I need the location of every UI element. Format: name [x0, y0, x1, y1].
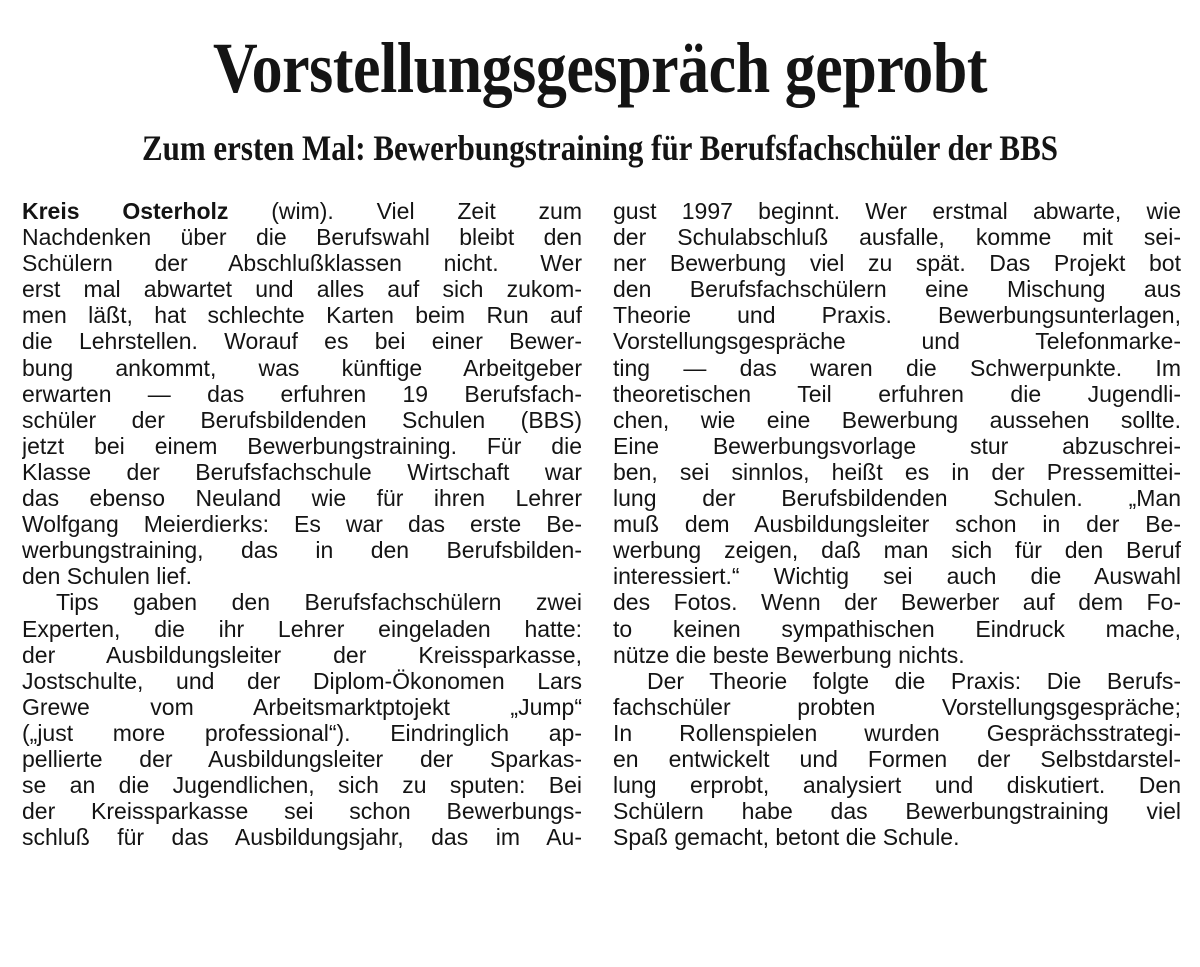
right-column-line: ting — das waren die Schwerpunkte. Im — [613, 354, 1181, 381]
left-column-line: den Schulen lief. — [22, 563, 193, 590]
left-column-line: bung ankommt, was künftige Arbeitgeber — [22, 354, 582, 381]
left-column-line: schluß für das Ausbildungsjahr, das im Au- — [22, 824, 582, 851]
left-column-line: die Lehrstellen. Worauf es bei einer Bewer- — [22, 328, 582, 355]
left-column-line: der Kreissparkasse sei schon Bewerbungs- — [22, 798, 582, 825]
left-column-line: erwarten — das erfuhren 19 Berufsfach- — [22, 380, 582, 407]
right-column-line: theoretischen Teil erfuhren die Jugendli- — [613, 380, 1181, 407]
right-column-line: des Fotos. Wenn der Bewerber auf dem Fo- — [613, 589, 1181, 616]
right-column-line: nütze die beste Bewerbung nichts. — [613, 641, 965, 668]
right-column-line: ner Bewerbung viel zu spät. Das Projekt bot — [613, 250, 1181, 277]
right-column-line: gust 1997 beginnt. Wer erstmal abwarte, wie — [613, 198, 1181, 224]
left-column-line: Tips gaben den Berufsfachschülern zwei — [56, 589, 582, 616]
left-column-line: der Ausbildungsleiter der Kreissparkasse, — [22, 641, 582, 668]
left-column-line: Nachdenken über die Berufswahl bleibt den — [22, 224, 582, 251]
right-column-line: fachschüler probten Vorstellungsgespräche; — [613, 693, 1181, 720]
right-column-line: Theorie und Praxis. Bewerbungsunterlagen, — [613, 302, 1181, 329]
right-column-line: Eine Bewerbungsvorlage stur abzuschrei- — [613, 432, 1181, 459]
right-column-line: en entwickelt und Formen der Selbstdarstel- — [613, 745, 1181, 772]
right-column-line: werbung zeigen, daß man sich für den Beruf — [613, 537, 1181, 564]
left-column-line: men läßt, hat schlechte Karten beim Run auf — [22, 302, 582, 329]
left-column-line: jetzt bei einem Bewerbungstraining. Für die — [22, 432, 582, 459]
left-column-line — [22, 198, 582, 224]
left-column-line: Jostschulte, und der Diplom-Ökonomen Lars — [22, 667, 582, 694]
right-column-line: chen, wie eine Bewerbung aussehen sollte. — [613, 406, 1181, 433]
left-column-line: werbungstraining, das in den Berufsbilden- — [22, 537, 582, 564]
right-column-line: Der Theorie folgte die Praxis: Die Berufs- — [647, 667, 1181, 694]
left-column-line: pellierte der Ausbildungsleiter der Sparkas- — [22, 745, 582, 772]
right-column-line: den Berufsfachschülern eine Mischung aus — [613, 276, 1181, 303]
left-column-line: das ebenso Neuland wie für ihren Lehrer — [22, 485, 582, 512]
right-column-line: In Rollenspielen wurden Gesprächsstrategi- — [613, 719, 1181, 746]
right-column-line: Spaß gemacht, betont die Schule. — [613, 824, 960, 851]
right-column-line: der Schulabschluß ausfalle, komme mit sei- — [613, 224, 1181, 251]
right-column-line: muß dem Ausbildungsleiter schon in der Be- — [613, 511, 1181, 538]
left-column-line: Grewe vom Arbeitsmarktptojekt „Jump“ — [22, 693, 582, 720]
right-column-line: ben, sei sinnlos, heißt es in der Pressemittei- — [613, 458, 1181, 485]
headline: Vorstellungsgespräch geprobt — [212, 28, 988, 108]
left-column-line: Wolfgang Meierdierks: Es war das erste Be- — [22, 511, 582, 538]
dateline-continuation: (wim). Viel Zeit zum — [228, 198, 582, 224]
left-column-line: Experten, die ihr Lehrer eingeladen hatte: — [22, 615, 582, 642]
left-column-line: erst mal abwartet und alles auf sich zukom- — [22, 276, 582, 303]
right-column-line: lung der Berufsbildenden Schulen. „Man — [613, 485, 1181, 512]
left-column-line: Schülern der Abschlußklassen nicht. Wer — [22, 250, 582, 277]
article-column-right — [613, 198, 1181, 850]
right-column-line: Vorstellungsgespräche und Telefonmarke- — [613, 328, 1181, 355]
dateline: Kreis Osterholz — [22, 198, 229, 224]
left-column-line: schüler der Berufsbildenden Schulen (BBS) — [22, 406, 582, 433]
article-column-left — [22, 198, 582, 850]
left-column-line: („just more professional“). Eindringlich ap- — [22, 719, 582, 746]
left-column-line: se an die Jugendlichen, sich zu sputen: Bei — [22, 772, 582, 799]
right-column-line: Schülern habe das Bewerbungstraining viel — [613, 798, 1181, 825]
subheadline: Zum ersten Mal: Bewerbungstraining für Berufsfachschüler der BBS — [142, 128, 1058, 168]
right-column-line: lung erprobt, analysiert und diskutiert. Den — [613, 772, 1181, 799]
right-column-line: to keinen sympathischen Eindruck mache, — [613, 615, 1181, 642]
left-column-line: Klasse der Berufsfachschule Wirtschaft war — [22, 458, 582, 485]
right-column-line: interessiert.“ Wichtig sei auch die Auswahl — [613, 563, 1181, 590]
